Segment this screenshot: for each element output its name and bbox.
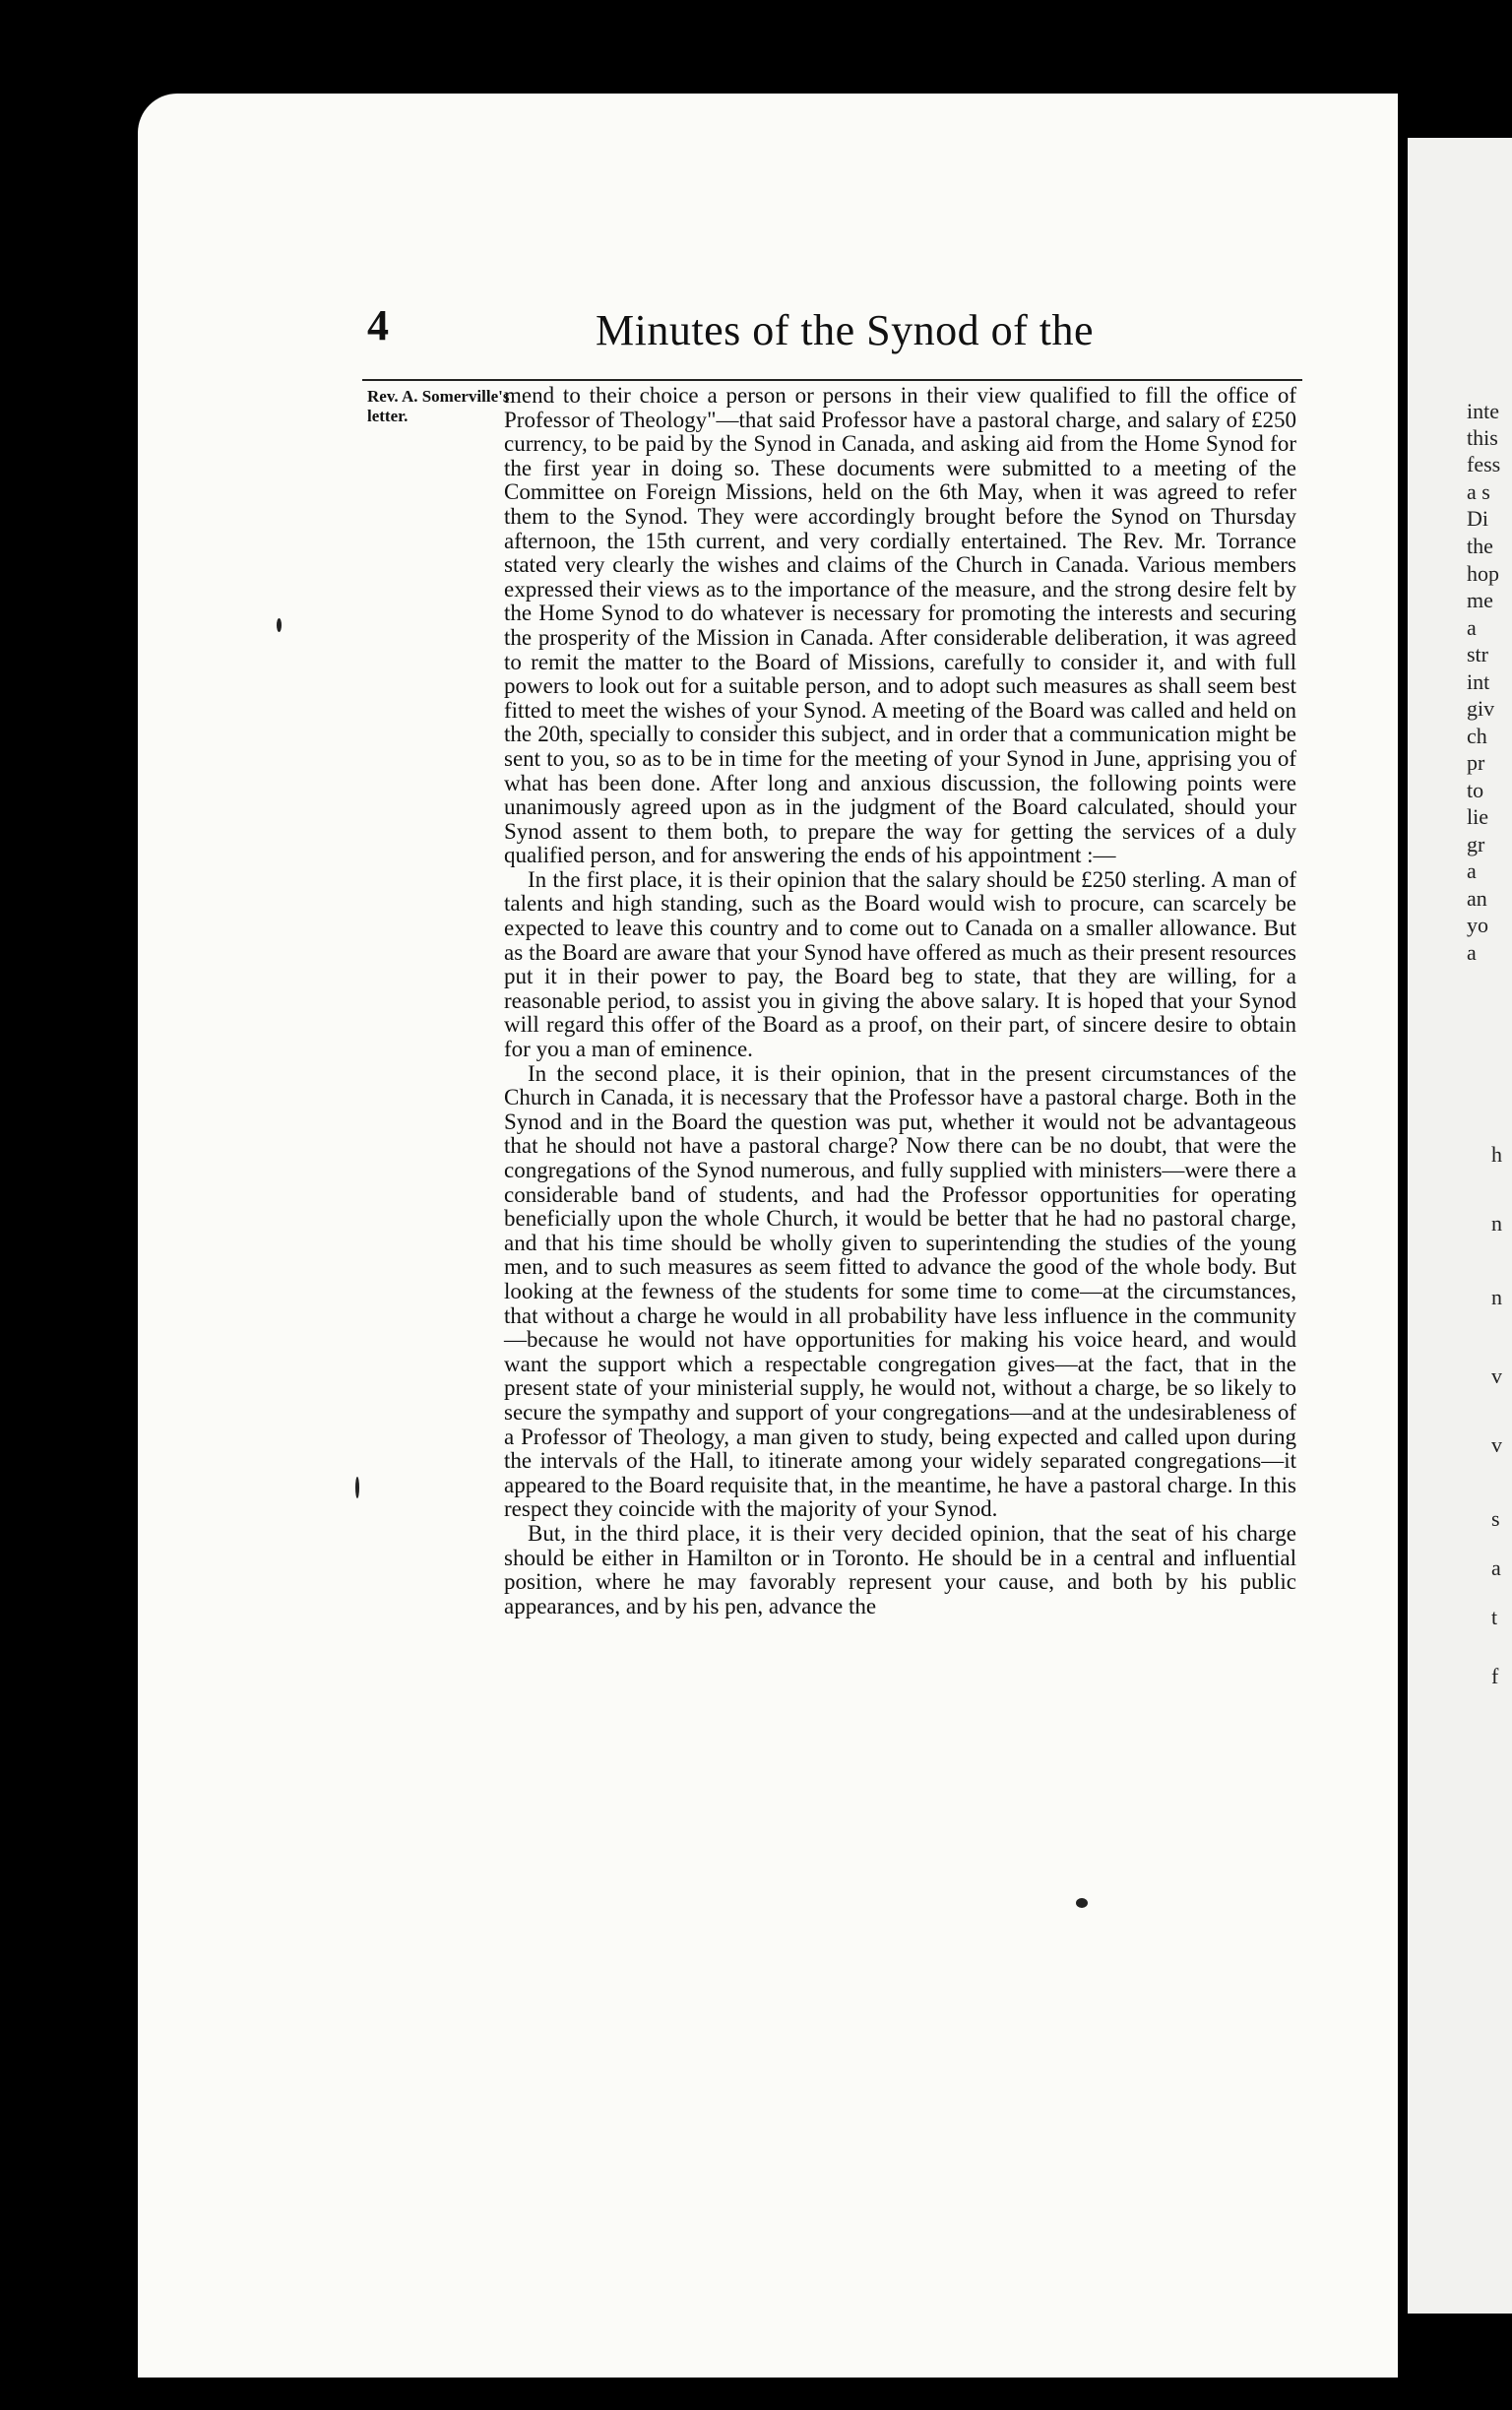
facing-page-fragment: inte <box>1467 399 1499 423</box>
facing-page-fragment: str <box>1467 642 1488 666</box>
paragraph: But, in the third place, it is their very decided opinion, that the seat of his charge should be either in Hamilton or in Toronto. He should be in a central and influential position, where he may favorably represent your cause, and both by his public appearances, and by his pen, advance the <box>504 1520 1296 1618</box>
facing-page-fragment: this <box>1467 425 1498 450</box>
facing-page-fragment: h <box>1491 1142 1502 1167</box>
facing-page-fragment: a s <box>1467 479 1490 504</box>
facing-page-fragment: v <box>1491 1364 1502 1388</box>
facing-page-fragment: v <box>1491 1432 1502 1457</box>
facing-page-fragment: an <box>1467 886 1487 911</box>
facing-page-fragment: f <box>1491 1664 1499 1688</box>
ink-smudge <box>355 1477 359 1498</box>
facing-page-fragment: Di <box>1467 506 1488 531</box>
facing-page-fragment: n <box>1491 1211 1502 1236</box>
facing-page-fragment: pr <box>1467 750 1485 775</box>
facing-page-fragment: t <box>1491 1605 1498 1629</box>
paragraph: mend to their choice a person or persons in their view qualified to fill the office of Professor of Theology"—that said Professor have a pastoral charge, and salary of £250 currency, to be paid by the Synod in Canada, and asking aid from the Home Synod for the first year in doing so. These documents were submitted to a meeting of the Committee on Foreign Missions, held on the 6th May, when it was agreed to refer them to the Synod. They were accordingly brought before the Synod on Thursday afternoon, the 15th current, and very cordially entertained. The Rev. Mr. Torrance stated very clearly the wishes and claims of the Church in Canada. Various members expressed their views as to the importance of the measure, and the strong desire felt by the Home Synod to do whatever is necessary for promoting the interests and securing the prosperity of the Mission in Canada. After considerable deliberation, it was agreed to remit the matter to the Board of Missions, carefully to consider it, and with full powers to look out for a suitable person, and to adopt such measures as shall seem best fitted to meet the wishes of your Synod. A meeting of the Board was called and held on the 20th, specially to consider this subject, and in order that a communication might be sent to you, so as to be in time for the meeting of your Synod in June, apprising you of what has been done. After long and anxious discussion, the following points were unanimously agreed upon as in the judgment of the Board calculated, should your Synod assent to them both, to prepare the way for getting the services of a duly qualified person, and for answering the ends of his appointment :— <box>504 383 1296 868</box>
facing-page-fragment: the <box>1467 534 1493 558</box>
paragraph: In the second place, it is their opinion, that in the present circumstances of the Church in Canada, it is necessary that the Professor have a pastoral charge. Both in the Synod and in the Board the question was put, whether it would not be advantageous that he should not have a pastoral charge? Now there can be no doubt, that were the congregations of the Synod numerous, and fully supplied with ministers—were there a considerable band of students, and had the Professor opportunities for operating beneficially upon the whole Church, it would be better that he had no pastoral charge, and that his time should be wholly given to superintending the studies of the young men, and to such measures as seem fitted to advance the good of the whole body. But looking at the fewness of the students for some time to come—at the circumstances, that without a charge he would in all probability have less influence in the community—because he would not have opportunities for making his voice heard, and would want the support which a respectable congregation gives—at the fact, that in the present state of your ministerial supply, he would not, without a charge, be so likely to secure the sympathy and support of your congregations—and at the undesirableness of a Professor of Theology, a man given to study, being expected and called upon during the intervals of the Hall, to itinerate among your widely separated congregations—it appeared to the Board requisite that, in the meantime, he have a pastoral charge. In this respect they coincide with the majority of your Synod. <box>504 1060 1296 1522</box>
margin-note: Rev. A. Somerville's letter. <box>367 387 510 425</box>
paragraph: In the first place, it is their opinion that the salary should be £250 sterling. A man of talents and high standing, such as the Board would wish to procure, can scarcely be expected to leave this country and to come out to Canada on a smaller allowance. But as the Board are aware that your Synod have offered as much as their present resources put it in their power to pay, the Board beg to state, that they are willing, for a reasonable period, to assist you in giving the above salary. It is hoped that your Synod will regard this offer of the Board as a proof, on their part, of sincere desire to obtain for you a man of eminence. <box>504 866 1296 1062</box>
facing-page-fragment: a <box>1467 615 1477 640</box>
facing-page-fragment: a <box>1491 1555 1501 1580</box>
ink-smudge <box>1076 1898 1088 1908</box>
facing-page-fragment: gr <box>1467 832 1485 856</box>
facing-page-fragment: hop <box>1467 561 1499 586</box>
facing-page-fragment: yo <box>1467 913 1488 937</box>
facing-page-fragment: a <box>1467 940 1477 965</box>
page-number: 4 <box>367 301 389 349</box>
facing-page-fragment: fess <box>1467 452 1501 476</box>
header-rule <box>362 379 1302 381</box>
facing-page-fragment: n <box>1491 1285 1502 1309</box>
facing-page-fragment: to <box>1467 778 1484 802</box>
facing-page-fragment: s <box>1491 1506 1500 1531</box>
body-text <box>504 384 1296 1618</box>
facing-page-fragment: me <box>1467 588 1493 612</box>
facing-page-fragment: ch <box>1467 724 1487 748</box>
running-head: Minutes of the Synod of the <box>596 306 1095 354</box>
facing-page-fragment: int <box>1467 669 1490 694</box>
facing-page-fragment: giv <box>1467 696 1495 721</box>
facing-page-fragment: a <box>1467 858 1477 883</box>
facing-page-fragment: lie <box>1467 804 1488 829</box>
ink-smudge <box>277 618 282 632</box>
